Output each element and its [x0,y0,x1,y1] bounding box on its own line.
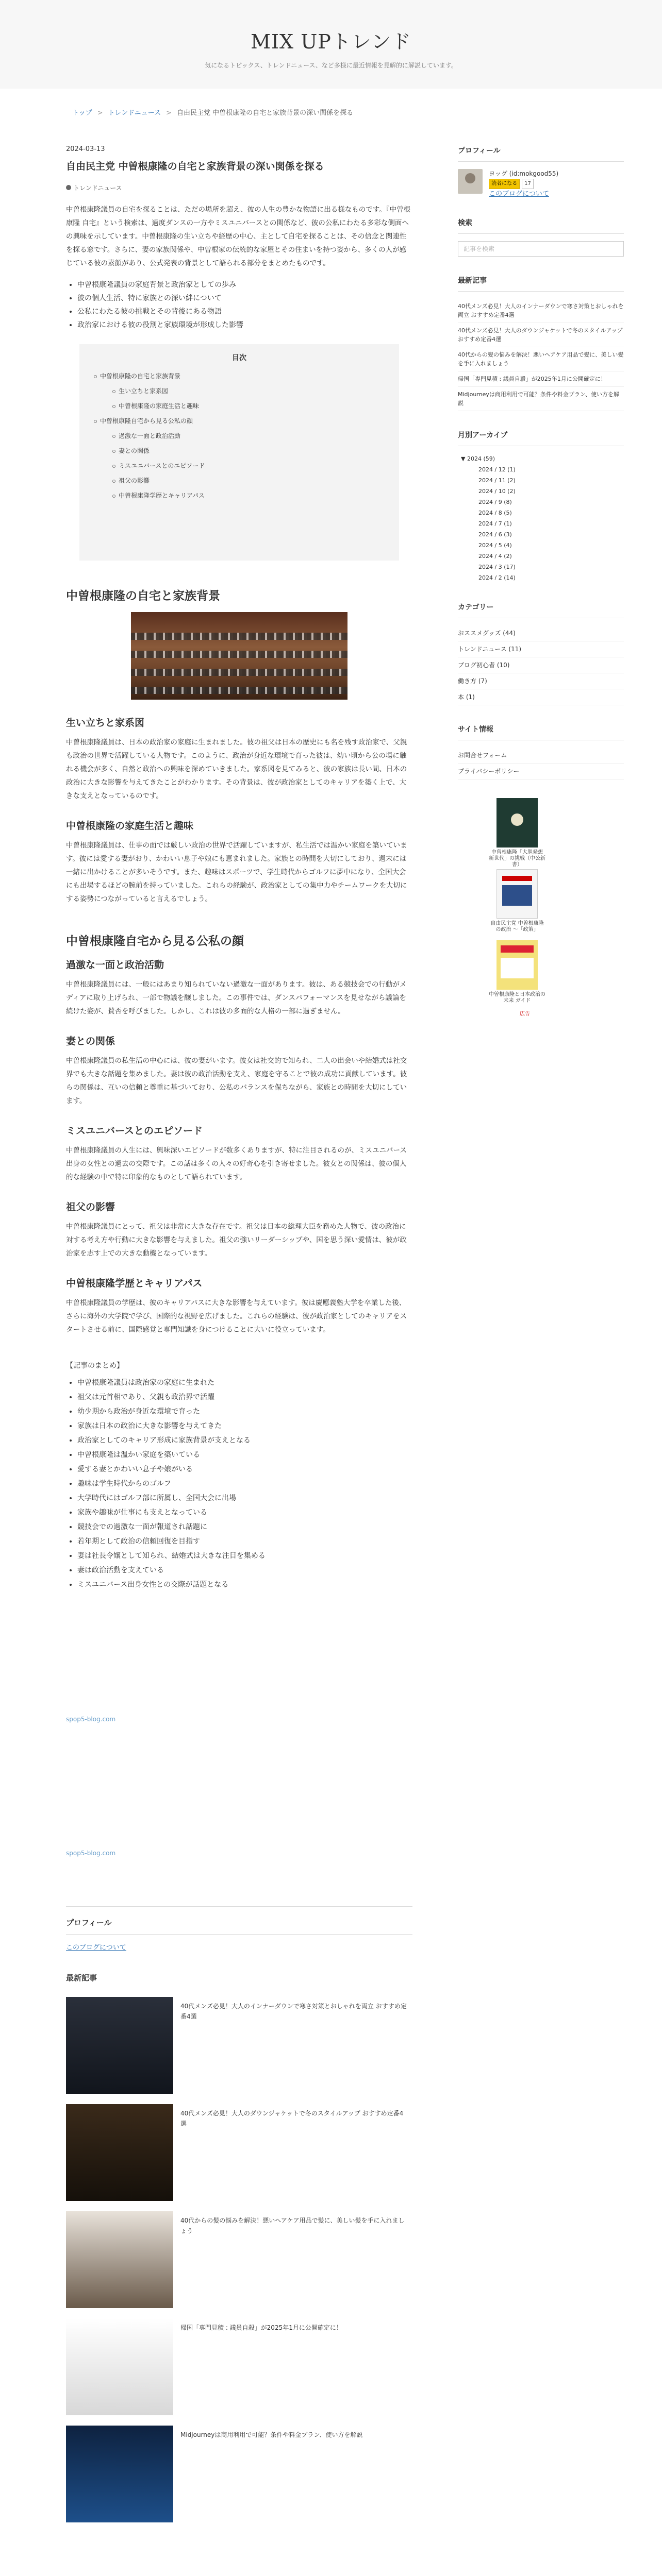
category-widget [458,602,624,705]
article-title[interactable]: 自由民主党 中曽根康隆の自宅と家族背景の深い関係を探る [66,161,324,172]
recent-post-item[interactable] [66,2318,412,2426]
recent-post-thumbnail[interactable] [66,1997,173,2094]
breadcrumb-category[interactable]: トレンドニュース [108,109,161,117]
breadcrumb [72,107,353,117]
site-header [0,0,662,89]
archive-month[interactable]: 2024 / 9 (8) [478,499,512,505]
footer-recent-title: 最新記事 [66,1973,97,1982]
toc-item-label[interactable]: 妻との関係 [119,447,150,454]
category-list [458,625,624,705]
book-cover [496,940,538,990]
profile-info [489,169,558,199]
recent-post-link[interactable]: 40代メンズ必見！大人のダウンジャケットで冬のスタイルアップ おすすめ定番4選 [458,323,624,347]
intro-paragraph: 中曽根康隆議員の自宅を探ることは、ただの場所を超え、彼の人生の豊かな物語に出る様なものです。『中曽根康隆 自宅』という検索は、過度ダンスの一方やミスユニバースとの関係など、彼の公私にわたる多彩な側面への興味を示しています。中曽根康隆の生い立ちや経歴の中心、主として自宅を探ることは、その信念と関連性を探る窓です。さらに、妻の家族関係や、中曽根家の伝統的な家屋とその住まいを持つ姿から、多くの人が感じている彼の素顔があり、公式発表の背景として語られる部分をまとめたものです。 [66,206,410,267]
book-ads [489,798,561,1032]
category-tag-label[interactable]: トレンドニュース [73,184,122,192]
category-link[interactable]: トレンドニュース (11) [458,641,624,657]
toc-bullet [112,465,115,468]
toc-item[interactable] [94,384,385,399]
toc-item-label[interactable]: 生い立ちと家系図 [119,387,169,395]
key-point-item: • 政治家における彼の役割と家族環境が形成した影響 [77,318,412,332]
about-blog-link[interactable]: このブログについて [66,1944,126,1952]
summary-item: • 中曽根康隆は温かい家庭を築いている [77,1448,412,1462]
toc-bullet [112,495,115,498]
category-link[interactable]: 働き方 (7) [458,673,624,689]
site-description: 気になるトピックス、トレンドニュース、など多様に最近情報を見解的に解説しています。 [205,62,457,69]
body-paragraph: 中曽根康隆議員の私生活の中心には、彼の妻がいます。彼女は社交的で知られ、二人の出会いや結婚式は社交界でも大きな話題を集めました。妻は彼の政治活動を支え、家庭を守ることで彼の成功に貢献しています。彼らの関係は、互いの信頼と尊重に基づいており、公私のバランスを保ちながら、家族との時間を大切にしています。 [66,1057,407,1105]
image-detail [131,633,347,640]
summary-item: • 競技会での過激な一面が報道され話題に [77,1520,412,1534]
avatar[interactable] [458,169,483,194]
breadcrumb-home[interactable]: トップ [72,109,92,117]
book-cover [496,798,538,848]
recent-post-thumbnail[interactable] [66,2318,173,2415]
summary-item: • 若年期として政治の信頼回復を目指す [77,1534,412,1549]
about-blog-link[interactable]: このブログについて [489,190,549,198]
toc-item-label[interactable]: ミスユニバースとのエピソード [119,462,205,469]
toc-item[interactable] [94,414,385,429]
toc-bullet [112,480,115,483]
archive-month[interactable]: 2024 / 11 (2) [478,477,516,484]
body-paragraph: 中曽根康隆議員の学歴は、彼のキャリアパスに大きな影響を与えています。彼は慶應義塾大学を卒業した後、さらに海外の大学院で学び、国際的な視野を広げました。これらの経験は、彼が政治家としてのキャリアをスタートさせる前に、国際感覚と専門知識を身につけることに大いに役立っています。 [66,1299,407,1334]
recent-post-title[interactable]: 40代メンズ必見！大人のダウンジャケットで冬のスタイルアップ おすすめ定番4選 [180,2110,404,2127]
search-widget [458,217,624,257]
toc-item[interactable] [94,399,385,414]
book-caption[interactable]: 自由民主党 中曽根康隆の政治 〜「政策」 [490,921,544,933]
search-input[interactable]: 記事を検索 [458,241,624,257]
toc-item[interactable] [94,488,385,503]
book-ad[interactable] [489,869,545,936]
image-detail [131,651,347,658]
subsection-heading: 中曽根康隆学歴とキャリアパス [66,1278,203,1289]
summary-item: • 祖父は元首相であり、父親も政治界で活躍 [77,1390,412,1404]
summary-heading: 【記事のまとめ】 [66,1362,124,1370]
section-heading: 中曽根康隆の自宅と家族背景 [66,589,220,603]
footer-profile [66,1906,412,1952]
book-caption[interactable]: 中曽根康隆と日本政治の未来 ガイド [489,992,545,1004]
archive-year[interactable]: ▼ 2024 (59) [461,455,495,462]
key-points-list [77,278,412,332]
recent-post-title[interactable]: 40代メンズ必見！大人のインナーダウンで寒さ対策とおしゃれを両立 おすすめ定番4選 [180,2003,407,2020]
key-point-item: • 中曽根康隆議員の家庭背景と政治家としての歩み [77,278,412,292]
book-cover-detail [501,945,534,953]
book-cover [496,869,538,919]
tag-icon [66,185,71,190]
archive-month[interactable]: 2024 / 6 (3) [478,531,512,538]
breadcrumb-current: 自由民主党 中曽根康隆の自宅と家族背景の深い関係を探る [176,109,354,117]
summary-item: • 中曽根康隆議員は政治家の家庭に生まれた [77,1376,412,1390]
recent-post-thumbnail[interactable] [66,2211,173,2308]
book-cover-detail [511,814,523,826]
breadcrumb-separator: > [166,109,172,117]
summary-item: • 妻は社長令嬢として知られ、結婚式は大きな注目を集める [77,1549,412,1563]
site-info-link[interactable]: プライバシーポリシー [458,764,624,779]
subsection-heading: 中曽根康隆の家庭生活と趣味 [66,820,194,832]
category-tag[interactable] [66,183,412,203]
parliament-image [131,612,347,700]
footer-profile-title: プロフィール [66,1917,412,1935]
toc-bullet [94,375,97,378]
body-paragraph: 中曽根康隆議員は、仕事の面では厳しい政治の世界で活躍していますが、私生活では温かい家庭を築いています。彼には愛する妻がおり、かわいい息子や娘にも恵まれました。家族との時間を大切にしており、週末には一緒に出かけることが多いそうです。また、趣味はスポーツで、学生時代からゴルフに夢中になり、全国大会にも出場するほどの腕前を持っていました。これらの経験が、政治家としての集中力やチームワークを大切にする姿勢につながっていると言えるでしょう。 [66,841,407,903]
section-heading: 中曽根康隆自宅から見る公私の顔 [66,935,244,948]
subsection-heading: 妻との関係 [66,1036,115,1047]
toc-item-label[interactable]: 中曽根康隆の家庭生活と趣味 [119,402,200,410]
key-point-item: • 彼の個人生活、特に家族との深い絆について [77,292,412,305]
subsection-heading: ミスユニバースとのエピソード [66,1125,203,1137]
toc-item[interactable] [94,473,385,488]
recent-post-link[interactable]: 帰国「専門見積 : 議員自殺」が2025年1月に公開確定に！ [458,371,624,387]
recent-post-title[interactable]: 帰国「専門見積 : 議員自殺」が2025年1月に公開確定に！ [180,2324,342,2331]
summary-item: • 家族は日本の政治に大きな影響を与えてきた [77,1419,412,1433]
category-link[interactable]: 本 (1) [458,689,624,705]
summary-item: • 家族や趣味が仕事にも支えとなっている [77,1505,412,1520]
book-ad[interactable] [489,940,545,1007]
book-cover-detail [502,876,532,881]
body-paragraph: 中曽根康隆議員には、一般にはあまり知られていない過激な一面があります。彼は、ある競技会での行動がメディアに取り上げられ、一部で物議を醸しました。この事件では、ダンスパフォーマンスを見せながら議論を続けた姿が、賛否を呼びました。しかし、これは彼の多面的な人格の一部に過ぎません。 [66,980,407,1015]
book-caption[interactable]: 中曽根康隆「大胆発想 新世代」の挑戦（中公新書） [489,850,545,868]
archive-month[interactable]: 2024 / 5 (4) [478,542,512,549]
toc-item-label[interactable]: 中曽根康隆学歴とキャリアパス [119,492,205,499]
recent-post-item[interactable] [66,2426,412,2533]
recent-post-thumbnail[interactable] [66,2104,173,2201]
summary-item: • 幼少期から政治が身近な環境で育った [77,1404,412,1419]
table-of-contents [79,344,399,561]
body-paragraph: 中曽根康隆議員にとって、祖父は非常に大きな存在です。祖父は日本の総理大臣を務めた人物で、彼の政治に対する考え方や行動に大きな影響を与えました。祖父の強いリーダーシップや、国を思う深い愛情は、彼が政治家を志す上での大きな動機となっています。 [66,1223,407,1258]
article-date[interactable]: 2024-03-13 [66,145,105,153]
category-title: カテゴリー [458,602,624,618]
subscribe-button[interactable]: 読者になる [489,179,520,189]
image-detail [131,669,347,676]
site-title[interactable]: MIX UPトレンド [251,30,411,53]
recent-post-link[interactable]: 40代からの髪の悩みを解決！悪いヘアケア用品で髪に、美しい髪を手に入れましょう [458,347,624,371]
body-paragraph: 中曽根康隆議員の人生には、興味深いエピソードが数多くありますが、特に注目されるのが、ミスユニバース出身の女性との過去の交際です。この話は多くの人々の好奇心を引き寄せました。彼女との関係は、彼の個人的な経験の中で特に印象的なものとして語られています。 [66,1146,407,1181]
site-info-widget [458,724,624,779]
archive-month[interactable]: 2024 / 10 (2) [478,488,516,495]
toc-item[interactable] [94,429,385,444]
ad-label: 広告 [520,1011,530,1017]
toc-bullet [112,405,115,408]
recent-post-item[interactable] [66,2211,412,2318]
toc-bullet [94,420,97,423]
recent-posts-title: 最新記事 [458,275,624,292]
archive-list [458,453,624,583]
archive-widget [458,430,624,583]
summary-item: • 妻は政治活動を支えている [77,1563,412,1578]
subsection-heading: 生い立ちと家系図 [66,717,145,728]
toc-item-label[interactable]: 祖父の影響 [119,477,150,484]
archive-month[interactable]: 2024 / 12 (1) [478,466,516,473]
category-link[interactable]: ブログ初心者 (10) [458,657,624,673]
key-point-item: • 公私にわたる彼の挑戦とその背後にある物語 [77,305,412,318]
recent-post-item[interactable] [66,1997,412,2104]
ad-link[interactable]: spop5-blog.com [66,1716,116,1723]
image-detail [131,687,347,694]
summary-item: • 政治家としてのキャリア形成に家族背景が支えとなる [77,1433,412,1448]
recent-post-link[interactable]: 40代メンズ必見！大人のインナーダウンで寒さ対策とおしゃれを両立 おすすめ定番4選 [458,299,624,323]
summary-item: • 大学時代にはゴルフ部に所属し、全国大会に出場 [77,1491,412,1505]
reader-count: 17 [522,179,534,189]
toc-item-label[interactable]: 中曽根康隆の自宅と家族背景 [100,372,181,380]
ad-link[interactable]: spop5-blog.com [66,1850,116,1857]
recent-post-thumbnail[interactable] [66,2426,173,2522]
archive-month[interactable]: 2024 / 4 (2) [478,553,512,560]
search-widget-title: 検索 [458,217,624,234]
toc-title: 目次 [232,354,246,362]
article-summary [66,1360,412,1592]
footer-recent-posts [66,1972,412,2533]
subsection-heading: 祖父の影響 [66,1201,115,1213]
site-info-list [458,748,624,779]
profile-name[interactable]: ヨッグ (id:mokgood55) [489,170,559,177]
recent-posts-widget [458,275,624,411]
profile-widget-title: プロフィール [458,145,624,162]
breadcrumb-separator: > [97,109,103,117]
toc-list [94,369,385,503]
recent-post-title[interactable]: Midjourneyは商用利用で可能？条件や料金プラン、使い方を解説 [180,2431,363,2438]
subsection-heading: 過激な一面と政治活動 [66,959,164,971]
summary-item: • 趣味は学生時代からのゴルフ [77,1477,412,1491]
site-info-link[interactable]: お問合せフォーム [458,748,624,764]
recent-post-item[interactable] [66,2104,412,2211]
recent-post-link[interactable]: Midjourneyは商用利用で可能？条件や料金プラン、使い方を解説 [458,387,624,411]
recent-posts-list [458,299,624,411]
archive-title: 月別アーカイブ [458,430,624,446]
toc-item-label[interactable]: 過激な一面と政治活動 [119,432,181,439]
body-paragraph: 中曽根康隆議員は、日本の政治家の家庭に生まれました。彼の祖父は日本の歴史にも名を残す政治家で、父親も政治の世界で活躍している人物です。このように、政治が身近な環境で育った彼は、幼い頃から公の場に触れる機会が多く、自然と政治への興味を深めていきました。家系図を見てみると、彼の家族は長い間、日本の政治に大きな影響を与えてきたことがわかります。その背景は、彼が政治家としてのキャリアを築く上で、大きな支えとなっているのです。 [66,738,407,800]
category-link[interactable]: おススメグッズ (44) [458,625,624,641]
toc-item[interactable] [94,459,385,473]
toc-item[interactable] [94,369,385,384]
toc-bullet [112,450,115,453]
archive-month[interactable]: 2024 / 3 (17) [478,564,516,570]
summary-list [77,1376,412,1592]
archive-month[interactable]: 2024 / 8 (5) [478,510,512,516]
site-info-title: サイト情報 [458,724,624,740]
toc-item-label[interactable]: 中曽根康隆自宅から見る公私の顔 [100,417,193,425]
toc-bullet [112,390,115,393]
toc-bullet [112,435,115,438]
sidebar [458,145,624,1032]
book-ad[interactable] [489,798,545,868]
toc-item[interactable] [94,444,385,459]
recent-post-title[interactable]: 40代からの髪の悩みを解決！悪いヘアケア用品で髪に、美しい髪を手に入れましょう [180,2217,405,2234]
profile-widget [458,145,624,199]
article-main [66,145,412,2576]
book-cover-detail [501,958,534,978]
book-cover-detail [502,885,532,906]
summary-item: • ミスユニバース出身女性との交際が話題となる [77,1578,412,1592]
archive-month[interactable]: 2024 / 2 (14) [478,574,516,581]
summary-item: • 愛する妻とかわいい息子や娘がいる [77,1462,412,1477]
archive-month[interactable]: 2024 / 7 (1) [478,520,512,527]
